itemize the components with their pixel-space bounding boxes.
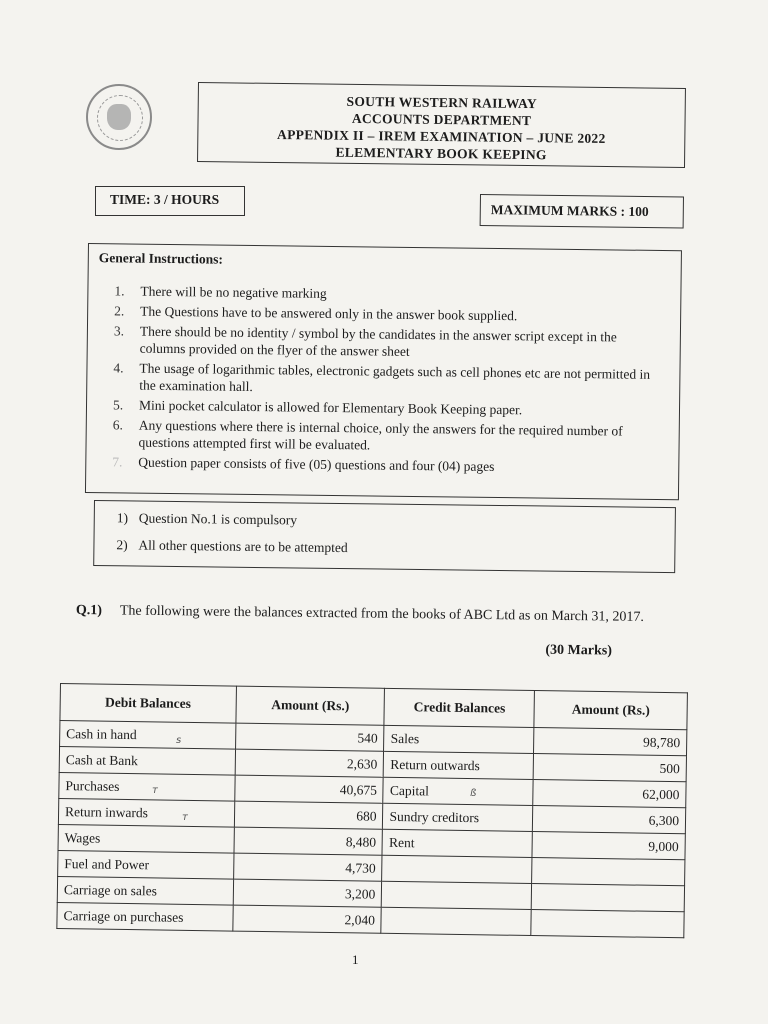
- debit-amount-cell: 680: [234, 801, 383, 829]
- handwritten-mark: т: [182, 812, 188, 823]
- title-line-org: SOUTH WESTERN RAILWAY: [346, 93, 538, 112]
- instruction-item: 1. There will be no negative marking: [114, 283, 327, 301]
- question-note: 1) Question No.1 is compulsory: [116, 510, 298, 528]
- title-line-subject: ELEMENTARY BOOK KEEPING: [335, 144, 547, 163]
- seal-emblem-icon: [107, 104, 131, 130]
- question-notes-box: [93, 500, 676, 573]
- header-debit-balances: Debit Balances: [60, 684, 236, 724]
- page-number: 1: [352, 952, 359, 967]
- credit-cell: Sundry creditors: [383, 803, 533, 831]
- time-box: [95, 186, 245, 216]
- credit-amount-cell: 62,000: [533, 780, 686, 808]
- debit-amount-cell: 40,675: [234, 775, 383, 803]
- question-note: 2) All other questions are to be attempted: [116, 537, 348, 556]
- debit-cell: Carriage on purchases: [57, 902, 233, 931]
- instruction-item: 2. The Questions have to be answered only in the answer book supplied.: [114, 303, 518, 324]
- balances-table: [56, 683, 688, 938]
- credit-amount-cell: 98,780: [534, 728, 687, 756]
- instructions-list: [112, 282, 664, 480]
- credit-cell: [382, 855, 532, 883]
- max-marks-box: [480, 194, 684, 228]
- time-label: TIME: 3 / HOURS: [110, 192, 220, 207]
- credit-amount-cell: [531, 910, 684, 938]
- max-marks-label: MAXIMUM MARKS : 100: [490, 202, 649, 220]
- question-1-marks: (30 Marks): [545, 642, 613, 659]
- title-line-dept: ACCOUNTS DEPARTMENT: [351, 110, 532, 129]
- instruction-item: 4. The usage of logarithmic tables, electronic gadgets such as cell phones etc are not permitted in the examination hall.: [113, 360, 651, 395]
- instructions-heading: General Instructions:: [98, 250, 224, 267]
- debit-amount-cell: 3,200: [233, 879, 382, 907]
- debit-amount-cell: 4,730: [233, 853, 382, 881]
- handwritten-mark: т: [152, 785, 158, 796]
- credit-amount-cell: [532, 858, 685, 886]
- instruction-item: 6. Any questions where there is internal choice, only the answers for the required number of questions attempted first will be evaluated.: [112, 417, 623, 453]
- question-1-text: The following were the balances extracted from the books of ABC Ltd as on March 31, 2017.: [119, 603, 645, 625]
- credit-amount-cell: 500: [533, 754, 686, 782]
- header-credit-amount: Amount (Rs.): [534, 691, 687, 730]
- debit-cell: Cash at Bank: [59, 747, 235, 776]
- debit-amount-cell: 8,480: [234, 827, 383, 855]
- header-debit-amount: Amount (Rs.): [236, 686, 385, 725]
- exam-title-box: [197, 82, 686, 168]
- railway-seal: [86, 84, 152, 150]
- instruction-item: 3. There should be no identity / symbol by the candidates in the answer script except in the columns provided on the flyer of the answer sheet: [113, 323, 617, 359]
- instruction-item: 5. Mini pocket calculator is allowed for Elementary Book Keeping paper.: [112, 397, 523, 418]
- credit-cell: Sales: [384, 725, 534, 753]
- debit-amount-cell: 2,040: [233, 905, 382, 933]
- credit-cell: Rent: [382, 829, 532, 857]
- credit-amount-cell: 6,300: [533, 806, 686, 834]
- credit-cell: [381, 907, 531, 935]
- debit-cell: Cash in hand: [60, 721, 236, 750]
- handwritten-mark: ѕ: [176, 735, 182, 746]
- header-credit-balances: Credit Balances: [384, 688, 534, 727]
- debit-cell: Carriage on sales: [57, 876, 233, 905]
- handwritten-mark: ß: [470, 788, 477, 799]
- debit-cell: Wages: [58, 824, 234, 853]
- general-instructions-box: [85, 243, 682, 500]
- instruction-item: 7. Question paper consists of five (05) questions and four (04) pages: [112, 454, 495, 474]
- debit-amount-cell: 2,630: [235, 749, 384, 777]
- credit-cell: Return outwards: [384, 751, 534, 779]
- debit-cell: Return inwards: [58, 798, 234, 827]
- question-1-label: Q.1): [75, 602, 103, 619]
- debit-cell: Purchases: [59, 772, 235, 801]
- debit-cell: Fuel and Power: [58, 850, 234, 879]
- debit-amount-cell: 540: [235, 723, 384, 751]
- credit-amount-cell: 9,000: [532, 832, 685, 860]
- credit-cell: Capital: [383, 777, 533, 805]
- title-line-exam: APPENDIX II – IREM EXAMINATION – JUNE 2022: [277, 126, 606, 146]
- credit-amount-cell: [531, 884, 684, 912]
- credit-cell: [382, 881, 532, 909]
- question-1: [75, 600, 666, 659]
